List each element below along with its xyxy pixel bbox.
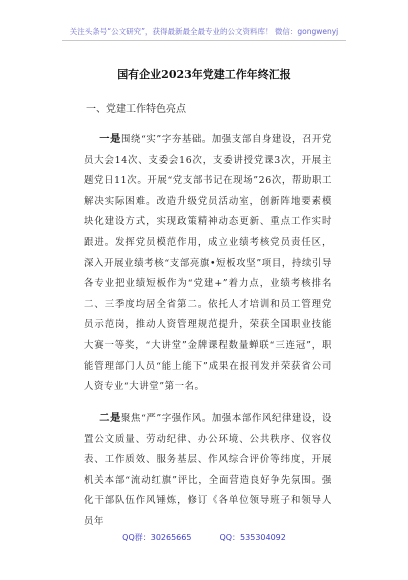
footer-qq: QQ：535304092	[219, 533, 286, 542]
paragraph-1	[84, 129, 332, 398]
footer-qq-group: QQ群：30265665	[122, 533, 192, 542]
footer-contact	[0, 532, 408, 543]
header-divider	[62, 40, 346, 41]
paragraph-2	[84, 408, 332, 533]
paragraph-1-lead: 一是	[99, 133, 121, 145]
paragraph-1-text: 围绕“实”字夯基础。加强支部自身建设，召开党员大会14次、支委会16次，支委讲授党课3次，开展主题党日11次。开展“党支部书记在现场”26次，帮助职工解决实际困难。改造升级党员活动室，创新阵地要素模块化建设方式，实现政策精神动态更新、重点工作实时跟进。发挥党员模范作用，成立业绩考核党员责任区，深入开展业绩考核“支部亮旗•短板攻坚”项目，持续引导各专业把业绩短板作为“党建+”着力点，业绩考核排名二、三季度均居全省第二。依托人才培训和员工管理党员示范岗，推动人资管理规范提升，荣获全国职业技能大赛一等奖，“大讲堂”金牌课程数量蝉联“三连冠”，职能管理部门人员“能上能下”成果在报刊发并荣获省公司人资专业“大讲堂”第一名。	[84, 134, 332, 393]
section-heading: 一、党建工作特色亮点	[86, 104, 186, 115]
header-banner: 关注头条号“公文研究”，获得最新最全最专业的公文资料库！ 微信：gongwenyj	[69, 27, 339, 36]
paragraph-2-lead: 二是	[99, 412, 121, 424]
paragraph-2-text: 聚焦“严”字强作风。加强本部作风纪律建设，设置公文质量、劳动纪律、办公环境、公共秩序、仪容仪表、工作质效、服务基层、作风综合评价等纬度，开展机关本部“流动红旗”评比，全面营造良好争先氛围。强化干部队伍作风锤炼，修订《各单位领导班子和领导人员年	[84, 413, 332, 527]
document-title: 国有企业2023年党建工作年终汇报	[117, 68, 291, 81]
